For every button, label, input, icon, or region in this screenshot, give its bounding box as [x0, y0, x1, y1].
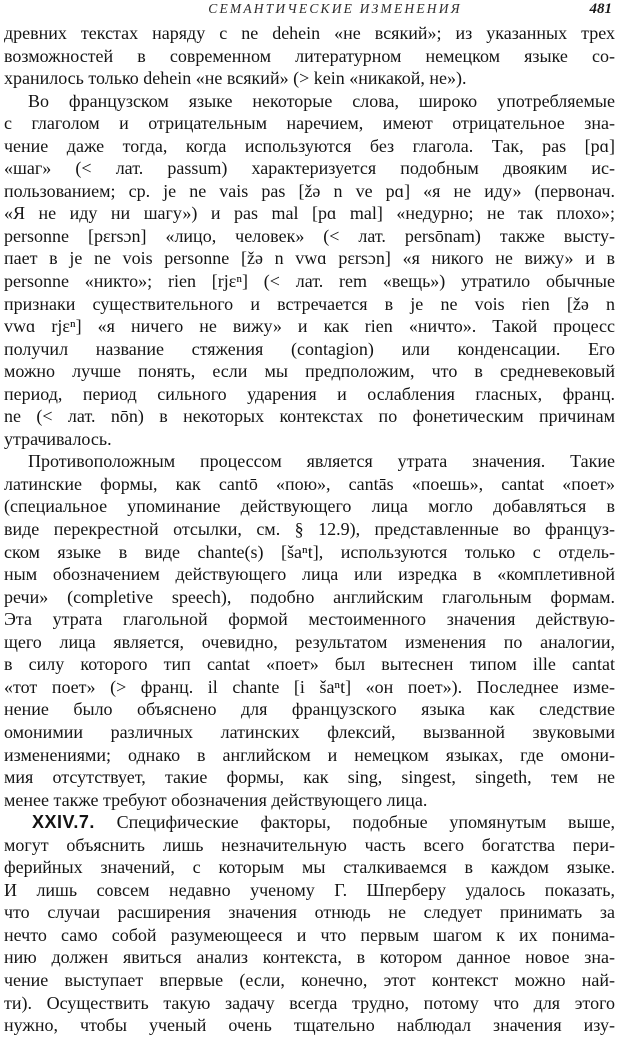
text-line: древних текстах наряду с ne dehein «не всякий»; из указанных трех [4, 23, 615, 43]
text-line: И лишь совсем недавно ученому Г. Шперберу удалось показать, [4, 879, 615, 900]
text-line: ском языке в виде chante(s) [šaⁿt], используются только с отдель- [4, 541, 615, 562]
page-number: 481 [589, 1, 612, 17]
text-line: (специальное упоминание действующего лица могло добавляться в [4, 496, 615, 517]
text-line: с глаголом и отрицательным наречием, имеют отрицательное зна- [4, 113, 615, 134]
text-line: vwɑ rjɛⁿ] «я ничего не вижу» и как rien «ничто». Такой процесс [4, 316, 615, 337]
section-start-line: XXIV.7. Специфические факторы, подобные упомянутым выше, [32, 812, 615, 833]
text-line: латинские формы, как cantō «пою», cantās «поешь», cantat «поет» [4, 473, 615, 494]
text-line: чение выступает впервые (если, конечно, этот контекст можно най- [4, 969, 615, 990]
text-line: виде перекрестной отсылки, см. § 12.9), представленные во француз- [4, 519, 615, 540]
text-line: чение даже тогда, когда используются без глагола. Так, pas [pɑ] [4, 135, 615, 156]
text-line: признаки существительного и встречается в je ne vois rien [žə n [4, 293, 615, 314]
text-line: можно лучше понять, если мы предположим, что в средневековый [4, 361, 615, 382]
text-line: нию должен явиться анализ контекста, в котором данное новое зна- [4, 947, 615, 968]
text-line: возможностей в современном литературном немецком языке со- [4, 45, 615, 66]
text-line: омонимии различных латинских флексий, вызванной звуковыми [4, 721, 615, 742]
text-line: пает в je ne vois personne [žə n vwɑ pɛrsɔn] «я никого не вижу» и в [4, 248, 615, 269]
text-line: ne (< лат. nōn) в некоторых контекстах по фонетическим причинам [4, 406, 615, 427]
text-line: personne [pɛrsɔn] «лицо, человек» (< лат. persōnam) также высту- [4, 225, 615, 246]
text-line: ти). Осуществить такую задачу всегда трудно, потому что для этого [4, 992, 615, 1013]
text-line: Эта утрата глагольной формой местоименного значения действую- [4, 609, 615, 630]
text-line: в силу которого тип cantat «поет» был вытеснен типом ille cantat [4, 654, 615, 675]
text-line: пользованием; ср. je ne vais pas [žə n ve pɑ] «я не иду» (первонач. [4, 180, 615, 201]
text-line: утрачивалось. [4, 428, 112, 449]
text-line: personne «никто»; rien [rjɛⁿ] (< лат. rem «вещь») утратило обычные [4, 271, 615, 292]
paragraph-start-line: Противоположным процессом является утрата значения. Такие [28, 451, 615, 472]
text-line: нение было объяснено для французского языка как следствие [4, 699, 615, 720]
running-title: СЕМАНТИЧЕСКИЕ ИЗМЕНЕНИЯ [208, 1, 462, 16]
text-line: нужно, чтобы ученый очень тщательно наблюдал значения изу- [4, 1015, 615, 1036]
text-line: нечто само собой разумеющееся и что первым шагом к их понима- [4, 924, 615, 945]
paragraph-start-line: Во французском языке некоторые слова, широко употребляемые [28, 90, 615, 111]
text-line: изменениями; однако в английском и немецком языках, где омони- [4, 744, 615, 765]
section-number: XXIV.7. [32, 812, 95, 833]
body-text [4, 22, 615, 1037]
text-line: «Я не иду ни шагу») и pas mal [pɑ mal] «недурно; не так плохо»; [4, 203, 615, 224]
text-line: «шаг» (< лат. passum) характеризуется подобным двояким ис- [4, 158, 615, 179]
text-line: ферийных значений, с которым мы сталкиваемся в каждом языке. [4, 857, 615, 878]
text-line: хранилось только dehein «не всякий» (> kein «никакой, не»). [4, 68, 467, 89]
text-line: менее также требуют обозначения действующего лица. [4, 789, 428, 810]
text-line: «тот поет» (> франц. il chante [i šaⁿt] «он поет»). Последнее изме- [4, 676, 615, 697]
text-line: речи» (completive speech), подобно английским глагольным формам. [4, 586, 615, 607]
text-line: мия отсутствует, такие формы, как sing, singest, singeth, тем не [4, 767, 615, 788]
text-line: получил название стяжения (contagion) или конденсации. Его [4, 338, 615, 359]
text-line: что случаи расширения значения отнюдь не следует принимать за [4, 902, 615, 923]
text-line: могут объяснить лишь незначительную часть всего богатства пери- [4, 834, 615, 855]
text-line: щего лица является, очевидно, результатом изменения по аналогии, [4, 631, 615, 652]
text-line: период, период сильного ударения и ослабления гласных, франц. [4, 383, 615, 404]
text-line: ным обозначением действующего лица или изредка в «комплетивной [4, 564, 615, 585]
